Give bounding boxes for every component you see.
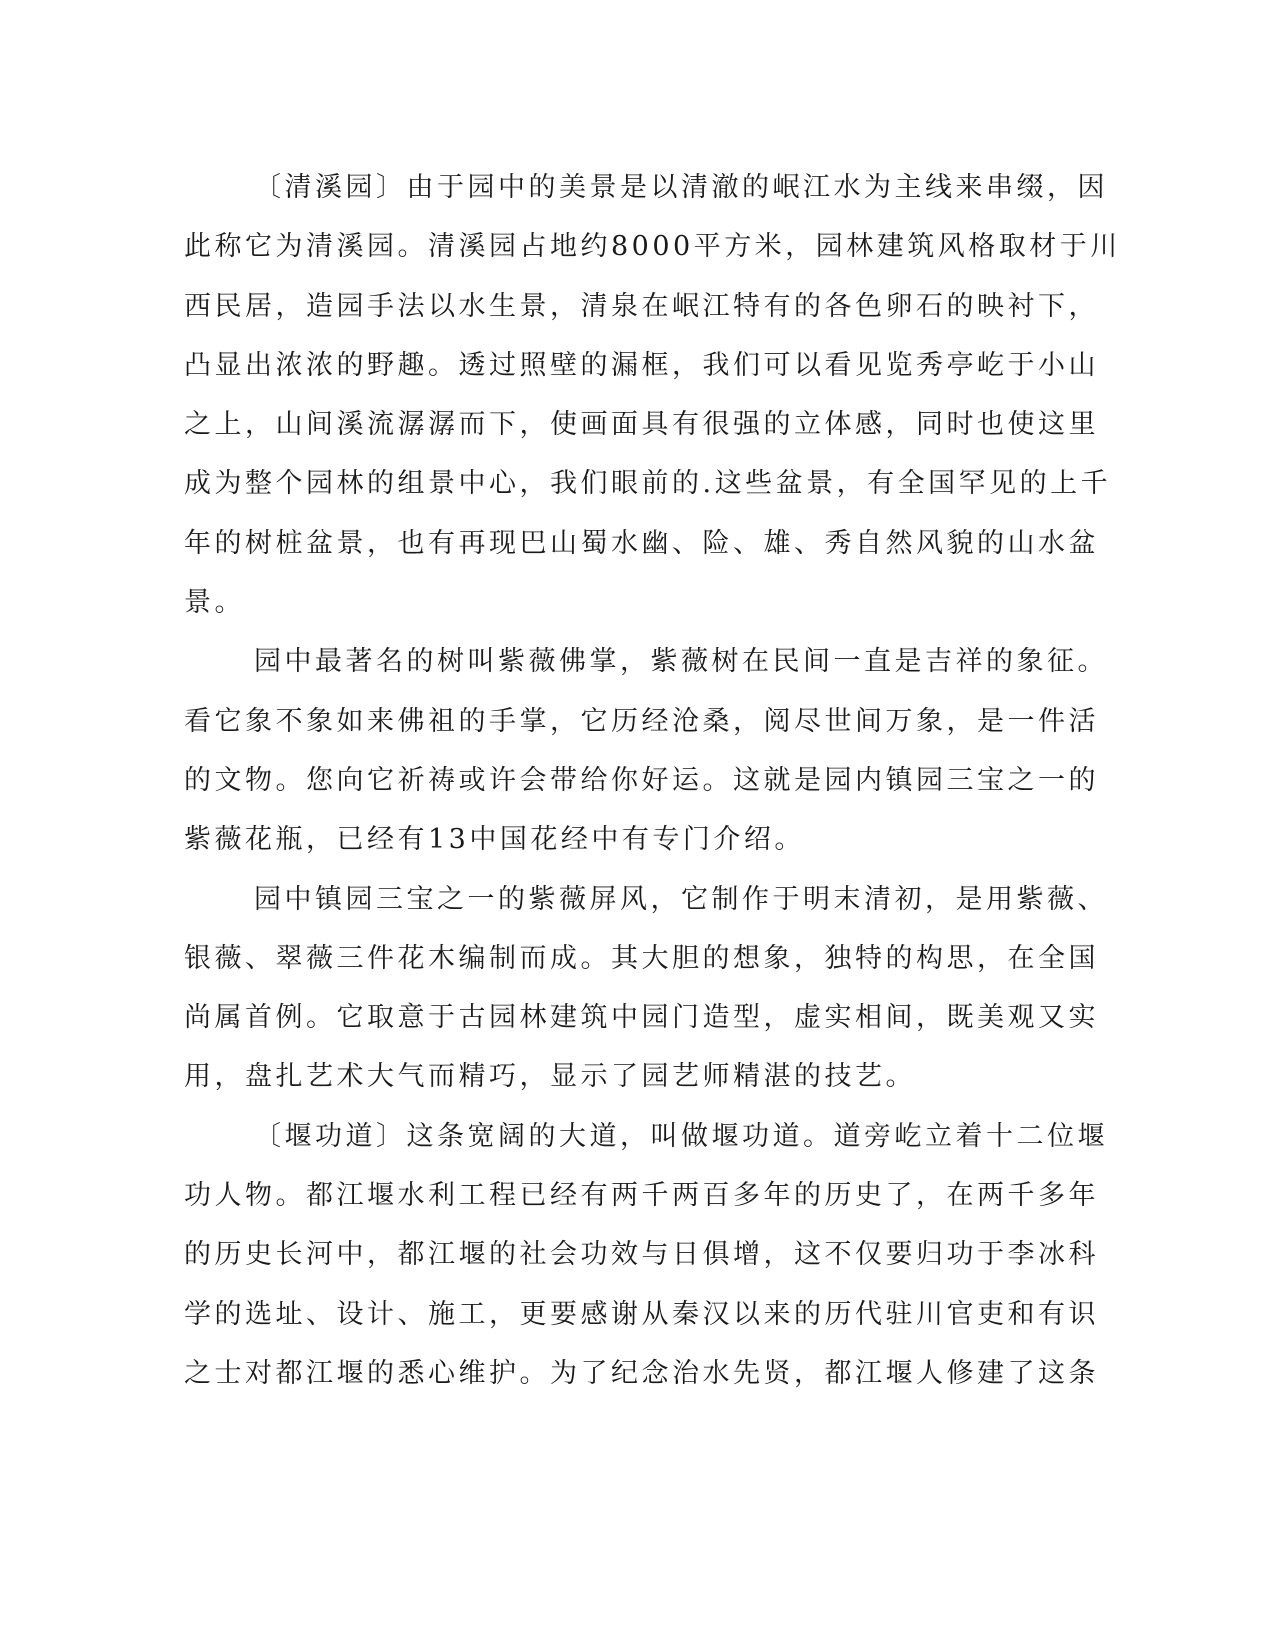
- text-line: 尚属首例。它取意于古园林建筑中园门造型，虚实相间，既美观又实: [184, 1002, 1099, 1034]
- text-line: 的历史长河中，都江堰的社会功效与日俱增，这不仅要归功于李冰科: [184, 1239, 1099, 1271]
- text-line: 用，盘扎艺术大气而精巧，显示了园艺师精湛的技艺。: [184, 1061, 916, 1093]
- text-line: 银薇、翠薇三件花木编制而成。其大胆的想象，独特的构思，在全国: [184, 942, 1099, 974]
- body-text: [184, 158, 1121, 1403]
- text-line: 之士对都江堰的悉心维护。为了纪念治水先贤，都江堰人修建了这条: [184, 1357, 1099, 1389]
- text-line: 景。: [184, 587, 245, 619]
- text-line: 园中最著名的树叫紫薇佛掌，紫薇树在民间一直是吉祥的象征。: [254, 646, 1108, 678]
- text-line: 之上，山间溪流潺潺而下，使画面具有很强的立体感，同时也使这里: [184, 409, 1099, 441]
- text-line: 看它象不象如来佛祖的手掌，它历经沧桑，阅尽世间万象，是一件活: [184, 705, 1099, 737]
- text-line: 紫薇花瓶，已经有13中国花经中有专门介绍。: [184, 824, 805, 856]
- text-line: 西民居，造园手法以水生景，清泉在岷江特有的各色卵石的映衬下，: [184, 290, 1099, 322]
- text-line: 〔堰功道〕这条宽阔的大道，叫做堰功道。道旁屹立着十二位堰: [254, 1120, 1108, 1152]
- text-line: 年的树桩盆景，也有再现巴山蜀水幽、险、雄、秀自然风貌的山水盆: [184, 527, 1099, 559]
- text-line: 成为整个园林的组景中心，我们眼前的.这些盆景，有全国罕见的上千: [184, 468, 1112, 500]
- text-line: 园中镇园三宝之一的紫薇屏风，它制作于明末清初，是用紫薇、: [254, 883, 1108, 915]
- text-line: 此称它为清溪园。清溪园占地约8000平方米，园林建筑风格取材于川: [184, 231, 1121, 263]
- text-line: 凸显出浓浓的野趣。透过照壁的漏框，我们可以看见览秀亭屹于小山: [184, 349, 1099, 381]
- text-line: 的文物。您向它祈祷或许会带给你好运。这就是园内镇园三宝之一的: [184, 764, 1099, 796]
- text-line: 功人物。都江堰水利工程已经有两千两百多年的历史了，在两千多年: [184, 1180, 1099, 1212]
- text-line: 〔清溪园〕由于园中的美景是以清澈的岷江水为主线来串缀，因: [254, 172, 1108, 203]
- text-line: 学的选址、设计、施工，更要感谢从秦汉以来的历代驻川官吏和有识: [184, 1298, 1099, 1330]
